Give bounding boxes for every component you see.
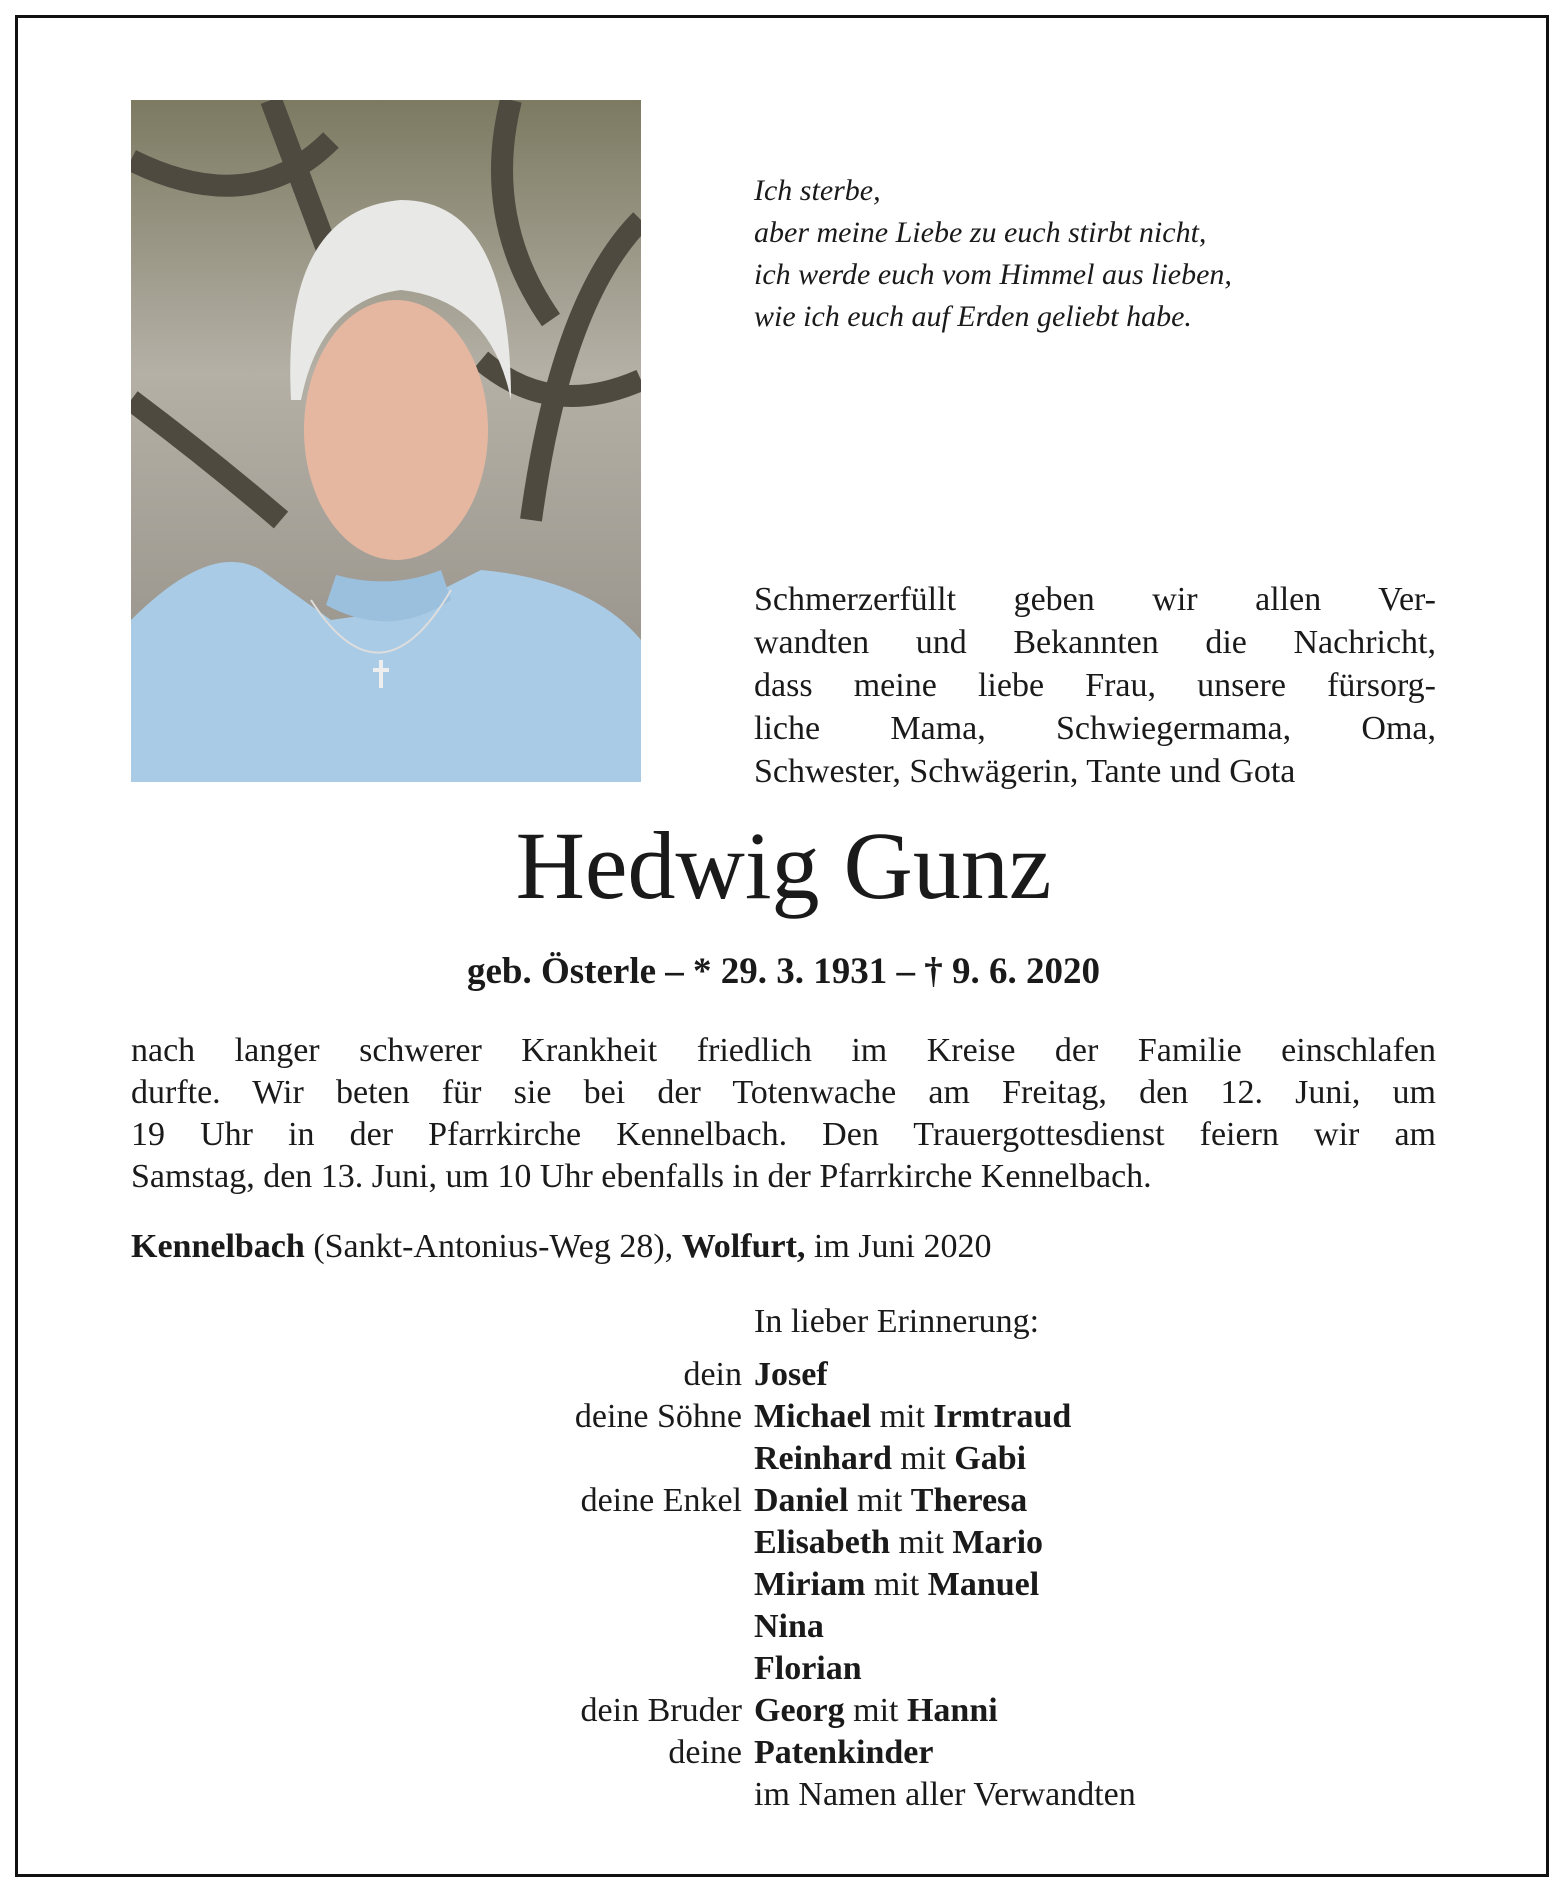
mourner-row — [0, 1396, 1567, 1438]
funeral-details — [131, 1030, 1436, 1198]
mourner-row — [0, 1564, 1567, 1606]
mourners-list — [0, 1354, 1567, 1816]
closing-text: im Namen aller Verwandten — [754, 1776, 1136, 1813]
address: (Sankt-Antonius-Weg 28), — [304, 1228, 682, 1265]
mourner-name: Josef — [754, 1356, 828, 1393]
partner-name: Manuel — [927, 1566, 1040, 1603]
mit: mit — [865, 1566, 928, 1603]
mourner-row — [0, 1732, 1567, 1774]
intro-line: liche Mama, Schwiegermama, Oma, — [754, 710, 1436, 747]
place-date-line — [131, 1228, 991, 1266]
mourner-name: Daniel — [754, 1482, 849, 1519]
mourner-name: Michael — [754, 1398, 872, 1435]
town-kennelbach: Kennelbach — [131, 1228, 305, 1265]
partner-name: Theresa — [910, 1482, 1028, 1519]
relation: deine — [668, 1734, 742, 1771]
intro-line: Schmerzerfüllt geben wir allen Ver- — [754, 581, 1436, 618]
mourner-row — [0, 1690, 1567, 1732]
portrait-photo — [131, 100, 641, 782]
mit: mit — [891, 1440, 955, 1477]
quote-line: aber meine Liebe zu euch stirbt nicht, — [754, 216, 1207, 249]
mourner-name: Elisabeth — [754, 1524, 891, 1561]
partner-name: Irmtraud — [933, 1398, 1072, 1435]
partner-name: Gabi — [954, 1440, 1027, 1477]
partner-name: Hanni — [906, 1692, 998, 1729]
closing-row — [0, 1774, 1567, 1816]
mourner-name: Florian — [754, 1650, 862, 1687]
body-line: Samstag, den 13. Juni, um 10 Uhr ebenfalls in der Pfarrkirche Kennelbach. — [131, 1158, 1152, 1195]
intro-line: Schwester, Schwägerin, Tante und Gota — [754, 753, 1296, 790]
relation: dein — [683, 1356, 742, 1393]
partner-name: Mario — [952, 1524, 1044, 1561]
mourner-row — [0, 1354, 1567, 1396]
announcement-intro — [754, 578, 1436, 793]
mit: mit — [890, 1524, 953, 1561]
mourner-row — [0, 1648, 1567, 1690]
mourning-heading: In lieber Erinnerung: — [754, 1303, 1040, 1340]
date: im Juni 2020 — [805, 1228, 992, 1265]
quote-line: wie ich euch auf Erden geliebt habe. — [754, 300, 1192, 333]
deceased-name: Hedwig Gunz — [515, 812, 1052, 919]
intro-line: dass meine liebe Frau, unsere fürsorg- — [754, 667, 1436, 704]
poem-quote — [754, 170, 1232, 338]
mourner-row — [0, 1480, 1567, 1522]
mourner-name: Patenkinder — [754, 1734, 934, 1771]
mit: mit — [844, 1692, 907, 1729]
relation: deine Enkel — [580, 1482, 742, 1519]
mourner-name: Reinhard — [754, 1440, 892, 1477]
mourner-name: Nina — [754, 1608, 824, 1645]
mourner-row — [0, 1606, 1567, 1648]
intro-line: wandten und Bekannten die Nachricht, — [754, 624, 1436, 661]
mourner-name: Miriam — [754, 1566, 866, 1603]
body-line: durfte. Wir beten für sie bei der Totenwache am Freitag, den 12. Juni, um — [131, 1074, 1436, 1111]
town-wolfurt: Wolfurt, — [681, 1228, 806, 1265]
body-line: 19 Uhr in der Pfarrkirche Kennelbach. Den Trauergottesdienst feiern wir am — [131, 1116, 1436, 1153]
body-line: nach langer schwerer Krankheit friedlich im Kreise der Familie einschlafen — [131, 1032, 1436, 1069]
mit: mit — [848, 1482, 911, 1519]
relation: dein Bruder — [580, 1692, 742, 1729]
mourner-row — [0, 1438, 1567, 1480]
birth-death-dates: geb. Österle – * 29. 3. 1931 – † 9. 6. 2020 — [466, 951, 1101, 992]
mourner-row — [0, 1522, 1567, 1564]
relation: deine Söhne — [574, 1398, 742, 1435]
mourner-name: Georg — [754, 1692, 845, 1729]
quote-line: Ich sterbe, — [754, 174, 881, 207]
mit: mit — [871, 1398, 934, 1435]
quote-line: ich werde euch vom Himmel aus lieben, — [754, 258, 1232, 291]
